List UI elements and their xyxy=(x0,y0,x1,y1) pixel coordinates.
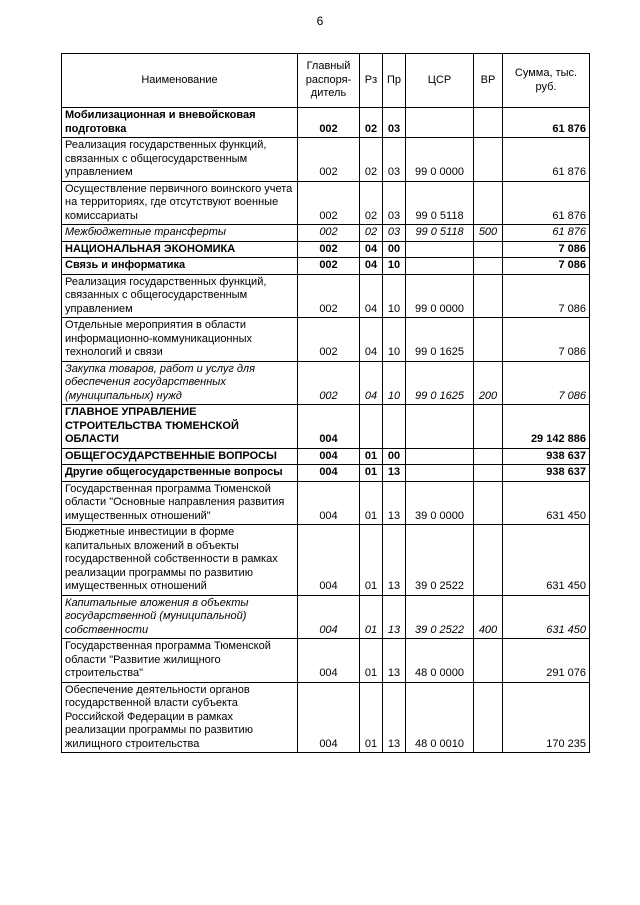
row-sum: 61 876 xyxy=(503,181,590,225)
row-name: Межбюджетные трансферты xyxy=(62,225,298,242)
row-name: Осуществление первичного воинского учета на территориях, где отсутствуют военные комиссариаты xyxy=(62,181,298,225)
row-sum: 61 876 xyxy=(503,225,590,242)
row-subsection: 13 xyxy=(383,682,406,753)
row-section: 01 xyxy=(360,639,383,683)
row-subsection: 03 xyxy=(383,138,406,182)
row-main-manager: 002 xyxy=(298,181,360,225)
row-main-manager: 004 xyxy=(298,525,360,596)
row-main-manager: 002 xyxy=(298,108,360,138)
row-expense-type xyxy=(474,682,503,753)
table-row xyxy=(62,465,590,482)
table-row xyxy=(62,682,590,753)
table-row xyxy=(62,274,590,318)
row-section: 01 xyxy=(360,595,383,639)
row-subsection: 13 xyxy=(383,639,406,683)
row-sum: 938 637 xyxy=(503,448,590,465)
row-subsection: 13 xyxy=(383,465,406,482)
row-section: 04 xyxy=(360,274,383,318)
table-body xyxy=(62,108,590,753)
row-subsection: 10 xyxy=(383,258,406,275)
row-main-manager: 002 xyxy=(298,258,360,275)
row-target-article: 48 0 0000 xyxy=(406,639,474,683)
row-sum: 61 876 xyxy=(503,108,590,138)
header-expense-type: ВР xyxy=(474,54,503,108)
row-sum: 29 142 886 xyxy=(503,405,590,449)
row-name: Реализация государственных функций, связанных с общегосударственным управлением xyxy=(62,138,298,182)
row-subsection: 10 xyxy=(383,361,406,405)
row-section: 01 xyxy=(360,465,383,482)
row-expense-type xyxy=(474,639,503,683)
row-section: 04 xyxy=(360,258,383,275)
row-target-article: 99 0 1625 xyxy=(406,318,474,362)
row-main-manager: 004 xyxy=(298,481,360,525)
row-sum: 7 086 xyxy=(503,241,590,258)
row-main-manager: 002 xyxy=(298,361,360,405)
row-section: 02 xyxy=(360,225,383,242)
row-expense-type xyxy=(474,465,503,482)
table-row xyxy=(62,108,590,138)
header-section: Рз xyxy=(360,54,383,108)
table-row xyxy=(62,639,590,683)
row-name: Государственная программа Тюменской области "Основные направления развития имущественных отношений" xyxy=(62,481,298,525)
row-main-manager: 004 xyxy=(298,595,360,639)
row-main-manager: 004 xyxy=(298,682,360,753)
table-row xyxy=(62,525,590,596)
row-expense-type: 200 xyxy=(474,361,503,405)
row-sum: 7 086 xyxy=(503,258,590,275)
row-expense-type xyxy=(474,318,503,362)
row-subsection: 13 xyxy=(383,525,406,596)
row-expense-type: 400 xyxy=(474,595,503,639)
row-expense-type xyxy=(474,138,503,182)
row-sum: 631 450 xyxy=(503,525,590,596)
row-section: 01 xyxy=(360,448,383,465)
row-target-article: 99 0 0000 xyxy=(406,138,474,182)
table-row xyxy=(62,405,590,449)
table-row xyxy=(62,225,590,242)
row-main-manager: 002 xyxy=(298,241,360,258)
row-section: 02 xyxy=(360,181,383,225)
budget-table xyxy=(61,53,590,753)
row-target-article: 39 0 0000 xyxy=(406,481,474,525)
row-name: ГЛАВНОЕ УПРАВЛЕНИЕ СТРОИТЕЛЬСТВА ТЮМЕНСКОЙ ОБЛАСТИ xyxy=(62,405,298,449)
row-main-manager: 004 xyxy=(298,465,360,482)
row-expense-type xyxy=(474,481,503,525)
row-target-article xyxy=(406,241,474,258)
row-sum: 938 637 xyxy=(503,465,590,482)
row-subsection: 10 xyxy=(383,274,406,318)
row-name: Бюджетные инвестиции в форме капитальных вложений в объекты государственной собственности в рамках реализации программы по развитию имущественных отношений xyxy=(62,525,298,596)
row-section: 01 xyxy=(360,682,383,753)
row-sum: 291 076 xyxy=(503,639,590,683)
table-row xyxy=(62,595,590,639)
row-subsection: 13 xyxy=(383,595,406,639)
row-target-article: 39 0 2522 xyxy=(406,525,474,596)
row-subsection: 10 xyxy=(383,318,406,362)
row-section: 04 xyxy=(360,241,383,258)
row-target-article xyxy=(406,448,474,465)
row-expense-type xyxy=(474,108,503,138)
row-target-article: 99 0 1625 xyxy=(406,361,474,405)
table-row xyxy=(62,138,590,182)
row-target-article: 99 0 0000 xyxy=(406,274,474,318)
row-expense-type xyxy=(474,274,503,318)
header-name: Наименование xyxy=(62,54,298,108)
page-number: 6 xyxy=(316,14,324,28)
row-expense-type xyxy=(474,405,503,449)
row-expense-type xyxy=(474,448,503,465)
row-main-manager: 004 xyxy=(298,405,360,449)
row-name: Государственная программа Тюменской области "Развитие жилищного строительства" xyxy=(62,639,298,683)
row-name: Капитальные вложения в объекты государственной (муниципальной) собственности xyxy=(62,595,298,639)
header-main-manager: Главный распоря-дитель xyxy=(298,54,360,108)
row-target-article: 48 0 0010 xyxy=(406,682,474,753)
header-subsection: Пр xyxy=(383,54,406,108)
row-name: Обеспечение деятельности органов государственной власти субъекта Российской Федерации в рамках реализации программы по развитию жилищного строительства xyxy=(62,682,298,753)
table-row xyxy=(62,181,590,225)
row-main-manager: 002 xyxy=(298,225,360,242)
table-row xyxy=(62,241,590,258)
row-name: Отдельные мероприятия в области информационно-коммуникационных технологий и связи xyxy=(62,318,298,362)
row-section: 01 xyxy=(360,525,383,596)
row-sum: 7 086 xyxy=(503,361,590,405)
row-section: 02 xyxy=(360,108,383,138)
table-row xyxy=(62,448,590,465)
row-expense-type xyxy=(474,258,503,275)
table-row xyxy=(62,481,590,525)
row-main-manager: 004 xyxy=(298,448,360,465)
row-target-article xyxy=(406,405,474,449)
header-target-article: ЦСР xyxy=(406,54,474,108)
row-target-article: 39 0 2522 xyxy=(406,595,474,639)
row-section xyxy=(360,405,383,449)
row-target-article xyxy=(406,258,474,275)
table-row xyxy=(62,361,590,405)
row-name: НАЦИОНАЛЬНАЯ ЭКОНОМИКА xyxy=(62,241,298,258)
row-sum: 7 086 xyxy=(503,318,590,362)
row-expense-type: 500 xyxy=(474,225,503,242)
row-expense-type xyxy=(474,181,503,225)
row-section: 04 xyxy=(360,361,383,405)
row-subsection xyxy=(383,405,406,449)
row-name: Другие общегосударственные вопросы xyxy=(62,465,298,482)
row-target-article: 99 0 5118 xyxy=(406,181,474,225)
row-main-manager: 002 xyxy=(298,138,360,182)
row-main-manager: 002 xyxy=(298,274,360,318)
row-subsection: 13 xyxy=(383,481,406,525)
table-header-row xyxy=(62,54,590,108)
row-subsection: 03 xyxy=(383,225,406,242)
row-sum: 61 876 xyxy=(503,138,590,182)
row-section: 04 xyxy=(360,318,383,362)
row-main-manager: 004 xyxy=(298,639,360,683)
table-row xyxy=(62,318,590,362)
table-row xyxy=(62,258,590,275)
row-subsection: 03 xyxy=(383,181,406,225)
row-name: Реализация государственных функций, связанных с общегосударственным управлением xyxy=(62,274,298,318)
row-name: Связь и информатика xyxy=(62,258,298,275)
row-subsection: 00 xyxy=(383,448,406,465)
row-subsection: 00 xyxy=(383,241,406,258)
row-sum: 631 450 xyxy=(503,481,590,525)
header-sum: Сумма, тыс. руб. xyxy=(503,54,590,108)
row-section: 01 xyxy=(360,481,383,525)
row-target-article: 99 0 5118 xyxy=(406,225,474,242)
row-target-article xyxy=(406,108,474,138)
row-sum: 631 450 xyxy=(503,595,590,639)
row-name: Мобилизационная и вневойсковая подготовка xyxy=(62,108,298,138)
row-target-article xyxy=(406,465,474,482)
row-section: 02 xyxy=(360,138,383,182)
row-expense-type xyxy=(474,525,503,596)
row-expense-type xyxy=(474,241,503,258)
row-subsection: 03 xyxy=(383,108,406,138)
row-main-manager: 002 xyxy=(298,318,360,362)
row-name: ОБЩЕГОСУДАРСТВЕННЫЕ ВОПРОСЫ xyxy=(62,448,298,465)
row-sum: 170 235 xyxy=(503,682,590,753)
row-sum: 7 086 xyxy=(503,274,590,318)
row-name: Закупка товаров, работ и услуг для обеспечения государственных (муниципальных) нужд xyxy=(62,361,298,405)
